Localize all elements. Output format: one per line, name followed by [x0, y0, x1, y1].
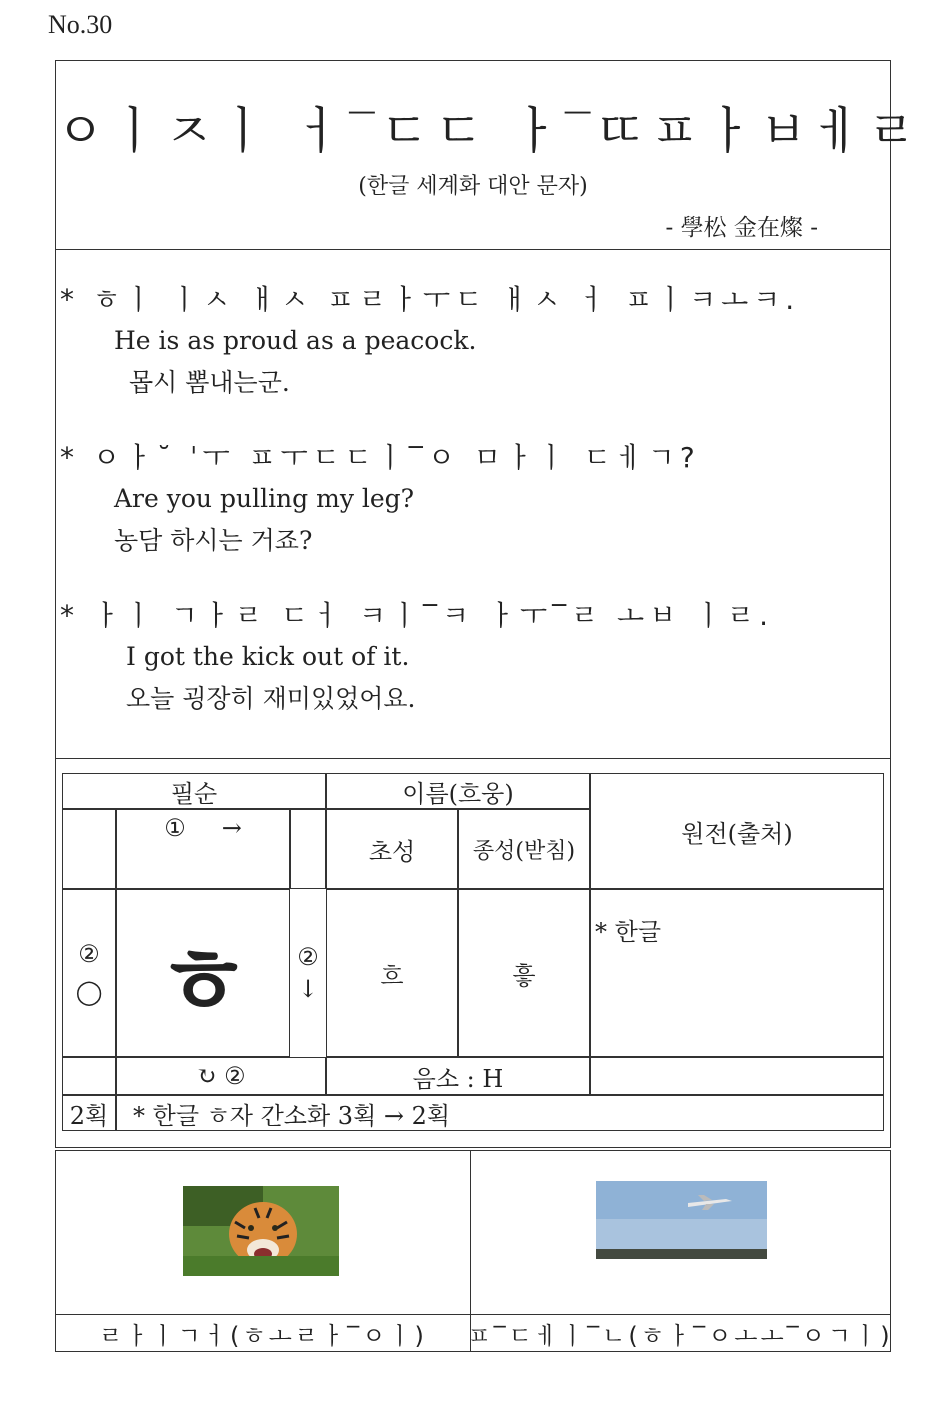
sentence-hangeul: * ㅎㅣ ㅣㅅ ㅐㅅ ㅍㄹㅏㅜㄷ ㅐㅅ ㅓ ㅍㅣㅋㅗㅋ. [60, 283, 800, 316]
sentence-block-3 [56, 596, 890, 720]
page-subtitle: (한글 세계화 대안 문자) [358, 174, 588, 199]
down-arrow-icon: ↓ [297, 975, 319, 1003]
sentence-block-1 [56, 280, 890, 404]
right-arrow-icon: → [221, 814, 242, 842]
sentence-block-2 [56, 438, 890, 562]
picture-left [56, 1151, 471, 1351]
stroke-order-corner-right [290, 809, 326, 889]
initial-header: 초성 [326, 809, 458, 889]
stroke-step-1 [116, 809, 290, 889]
sentence-korean: 몹시 뽐내는군. [129, 368, 290, 397]
sentence-hangeul: * ㅇㅏ˘ ˈㅜ ㅍㅜㄷㄷㅣ‾ㅇ ㅁㅏㅣ ㄷㅔㄱ? [60, 441, 700, 474]
final-header: 종성(받침) [458, 809, 590, 889]
picture-right [467, 1151, 893, 1351]
character-info-table [62, 773, 884, 1133]
airplane-caption: ㅍ‾ㄷㅔㅣ‾ㄴ(ㅎㅏ‾ㅇㅗㅗ‾ㅇㄱㅣ) [470, 1314, 890, 1351]
picture-section [55, 1150, 891, 1352]
title-section [56, 61, 922, 250]
sentence-english: I got the kick out of it. [126, 642, 410, 671]
sentence-section [56, 250, 890, 759]
glyph-cell [116, 889, 290, 1057]
tiger-caption: ㄹㅏㅣㄱㅓ(ㅎㅗㄹㅏ‾ㅇㅣ) [56, 1314, 470, 1351]
sentence-korean: 농담 하시는 거죠? [114, 526, 313, 555]
tiger-image [183, 1186, 339, 1276]
stroke-step-2-right [290, 889, 326, 1057]
initial-value: 흐 [326, 889, 458, 1057]
sentence-korean: 오늘 굉장히 재미있었어요. [126, 684, 416, 713]
airplane-image [596, 1181, 767, 1259]
step-2-label: ② [297, 943, 319, 971]
sentence-english: Are you pulling my leg? [114, 484, 415, 513]
stroke-order-corner-left [62, 809, 116, 889]
source-value: * 한글 [590, 889, 884, 1057]
stroke-count: 2획 [62, 1095, 116, 1131]
stroke-step-2-bottom: ↻ ② [116, 1057, 326, 1095]
stroke-step-2-left [62, 889, 116, 1057]
phoneme-row-left [62, 1057, 116, 1095]
hieut-glyph: ㅎ [157, 927, 249, 1037]
phoneme: 음소 : H [326, 1057, 590, 1095]
sentence-hangeul: * ㅏㅣ ㄱㅏㄹ ㄷㅓ ㅋㅣ‾ㅋ ㅏㅜ‾ㄹ ㅗㅂ ㅣㄹ. [60, 599, 774, 632]
sentence-english: He is as proud as a peacock. [114, 326, 477, 355]
name-header: 이름(흐웅) [326, 773, 590, 809]
source-header: 원전(출처) [590, 773, 884, 889]
author-line: - 學松 金在燦 - [665, 215, 818, 241]
step-1-label: ① [164, 814, 186, 842]
phoneme-row-right [590, 1057, 884, 1095]
page-number: No.30 [48, 10, 113, 39]
step-2-label: ② [78, 940, 100, 968]
final-value: 흫 [458, 889, 590, 1057]
simplification-note: * 한글 ㅎ자 간소화 3획 → 2획 [116, 1095, 884, 1131]
page-title: ㅇㅣㅈㅣ ㅓ‾ㄷㄷ ㅏ‾ㄸㅍㅏㅂㅔㄹ [56, 102, 922, 160]
circle-stroke-icon: ◯ [75, 978, 103, 1006]
stroke-order-header: 필순 [62, 773, 326, 809]
